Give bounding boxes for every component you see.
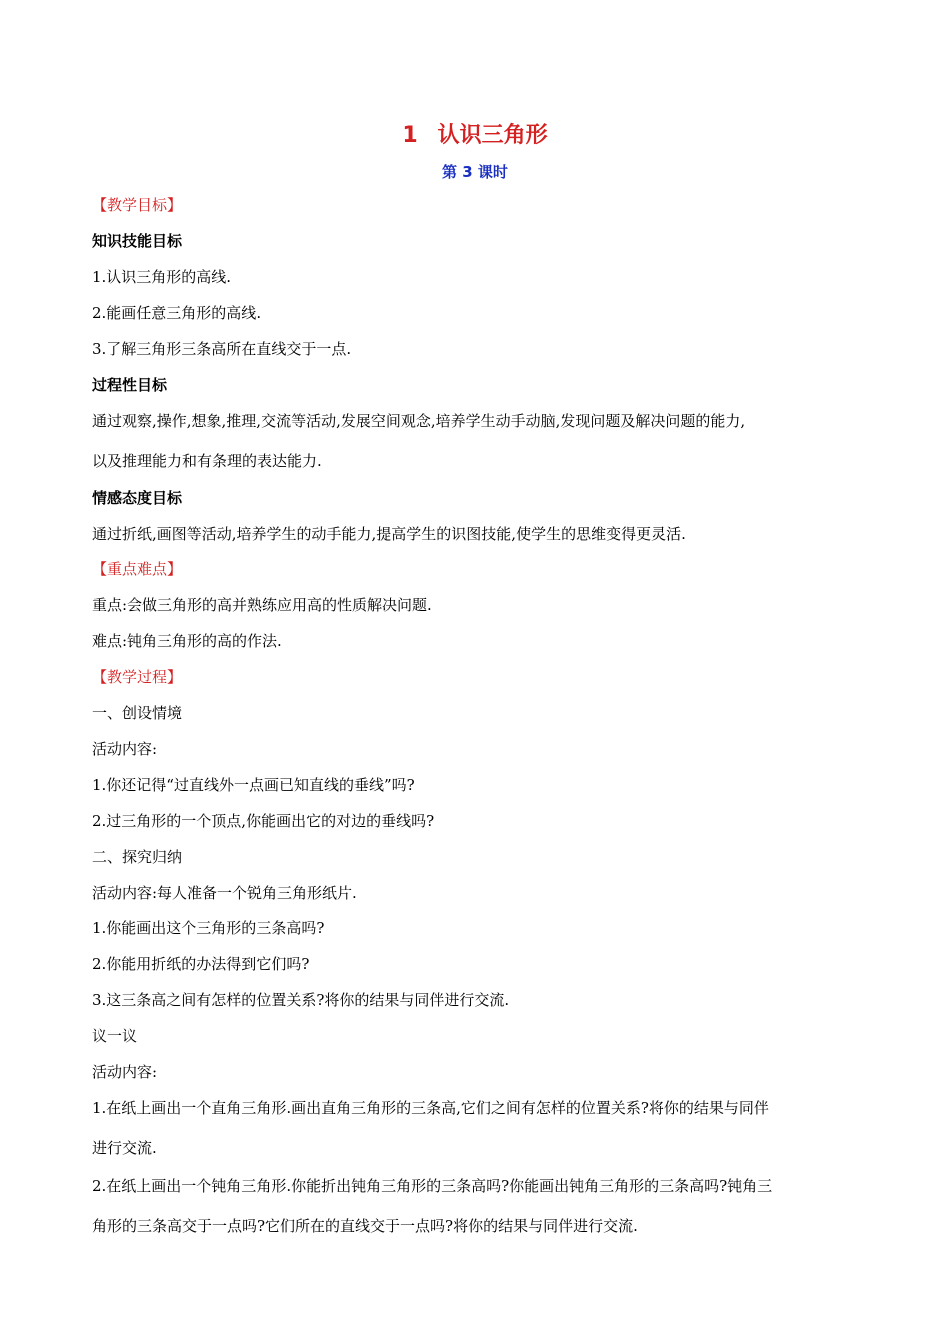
process-text-line: 通过观察,操作,想象,推理,交流等活动,发展空间观念,培养学生动手动脑,发现问题及解决问题的能力, [92,412,746,430]
part2-title: 二、探究归纳 [92,848,183,866]
knowledge-item: 1.认识三角形的高线. [92,268,232,286]
discuss-item-line: 2.在纸上画出一个钝角三角形.你能折出钝角三角形的三条高吗?你能画出钝角三角形的三条高吗?钝角三 [92,1177,773,1195]
part2-item: 1.你能画出这个三角形的三条高吗? [92,919,325,937]
title-number: 1 [402,123,418,148]
part1-item: 1.你还记得“过直线外一点画已知直线的垂线”吗? [92,776,415,794]
part2-item: 2.你能用折纸的办法得到它们吗? [92,955,310,973]
part2-activity: 活动内容:每人准备一个锐角三角形纸片. [92,884,357,902]
difficult-point: 难点:钝角三角形的高的作法. [92,632,282,650]
objectives-heading: 【教学目标】 [92,196,183,214]
knowledge-heading: 知识技能目标 [92,232,183,250]
process-text-line: 以及推理能力和有条理的表达能力. [92,452,322,470]
process2-heading: 【教学过程】 [92,668,183,686]
discuss-item-line: 1.在纸上画出一个直角三角形.画出直角三角形的三条高,它们之间有怎样的位置关系?将你的结果与同伴 [92,1099,769,1117]
page-subtitle: 第 3 课时 [442,163,508,181]
key-heading: 【重点难点】 [92,560,183,578]
part2-item: 3.这三条高之间有怎样的位置关系?将你的结果与同伴进行交流. [92,991,510,1009]
knowledge-item: 3.了解三角形三条高所在直线交于一点. [92,340,352,358]
title-text: 认识三角形 [437,123,548,148]
page-title [0,121,950,151]
emotion-text: 通过折纸,画图等活动,培养学生的动手能力,提高学生的识图技能,使学生的思维变得更灵活. [92,525,686,543]
discuss-item-line: 进行交流. [92,1139,157,1157]
key-point: 重点:会做三角形的高并熟练应用高的性质解决问题. [92,596,432,614]
emotion-heading: 情感态度目标 [92,489,183,507]
discuss-activity: 活动内容: [92,1063,158,1081]
part1-activity: 活动内容: [92,740,158,758]
discuss-item-line: 角形的三条高交于一点吗?它们所在的直线交于一点吗?将你的结果与同伴进行交流. [92,1217,638,1235]
process-heading: 过程性目标 [92,376,168,394]
knowledge-item: 2.能画任意三角形的高线. [92,304,262,322]
discuss-title: 议一议 [92,1027,138,1045]
part1-title: 一、创设情境 [92,704,183,722]
part1-item: 2.过三角形的一个顶点,你能画出它的对边的垂线吗? [92,812,435,830]
